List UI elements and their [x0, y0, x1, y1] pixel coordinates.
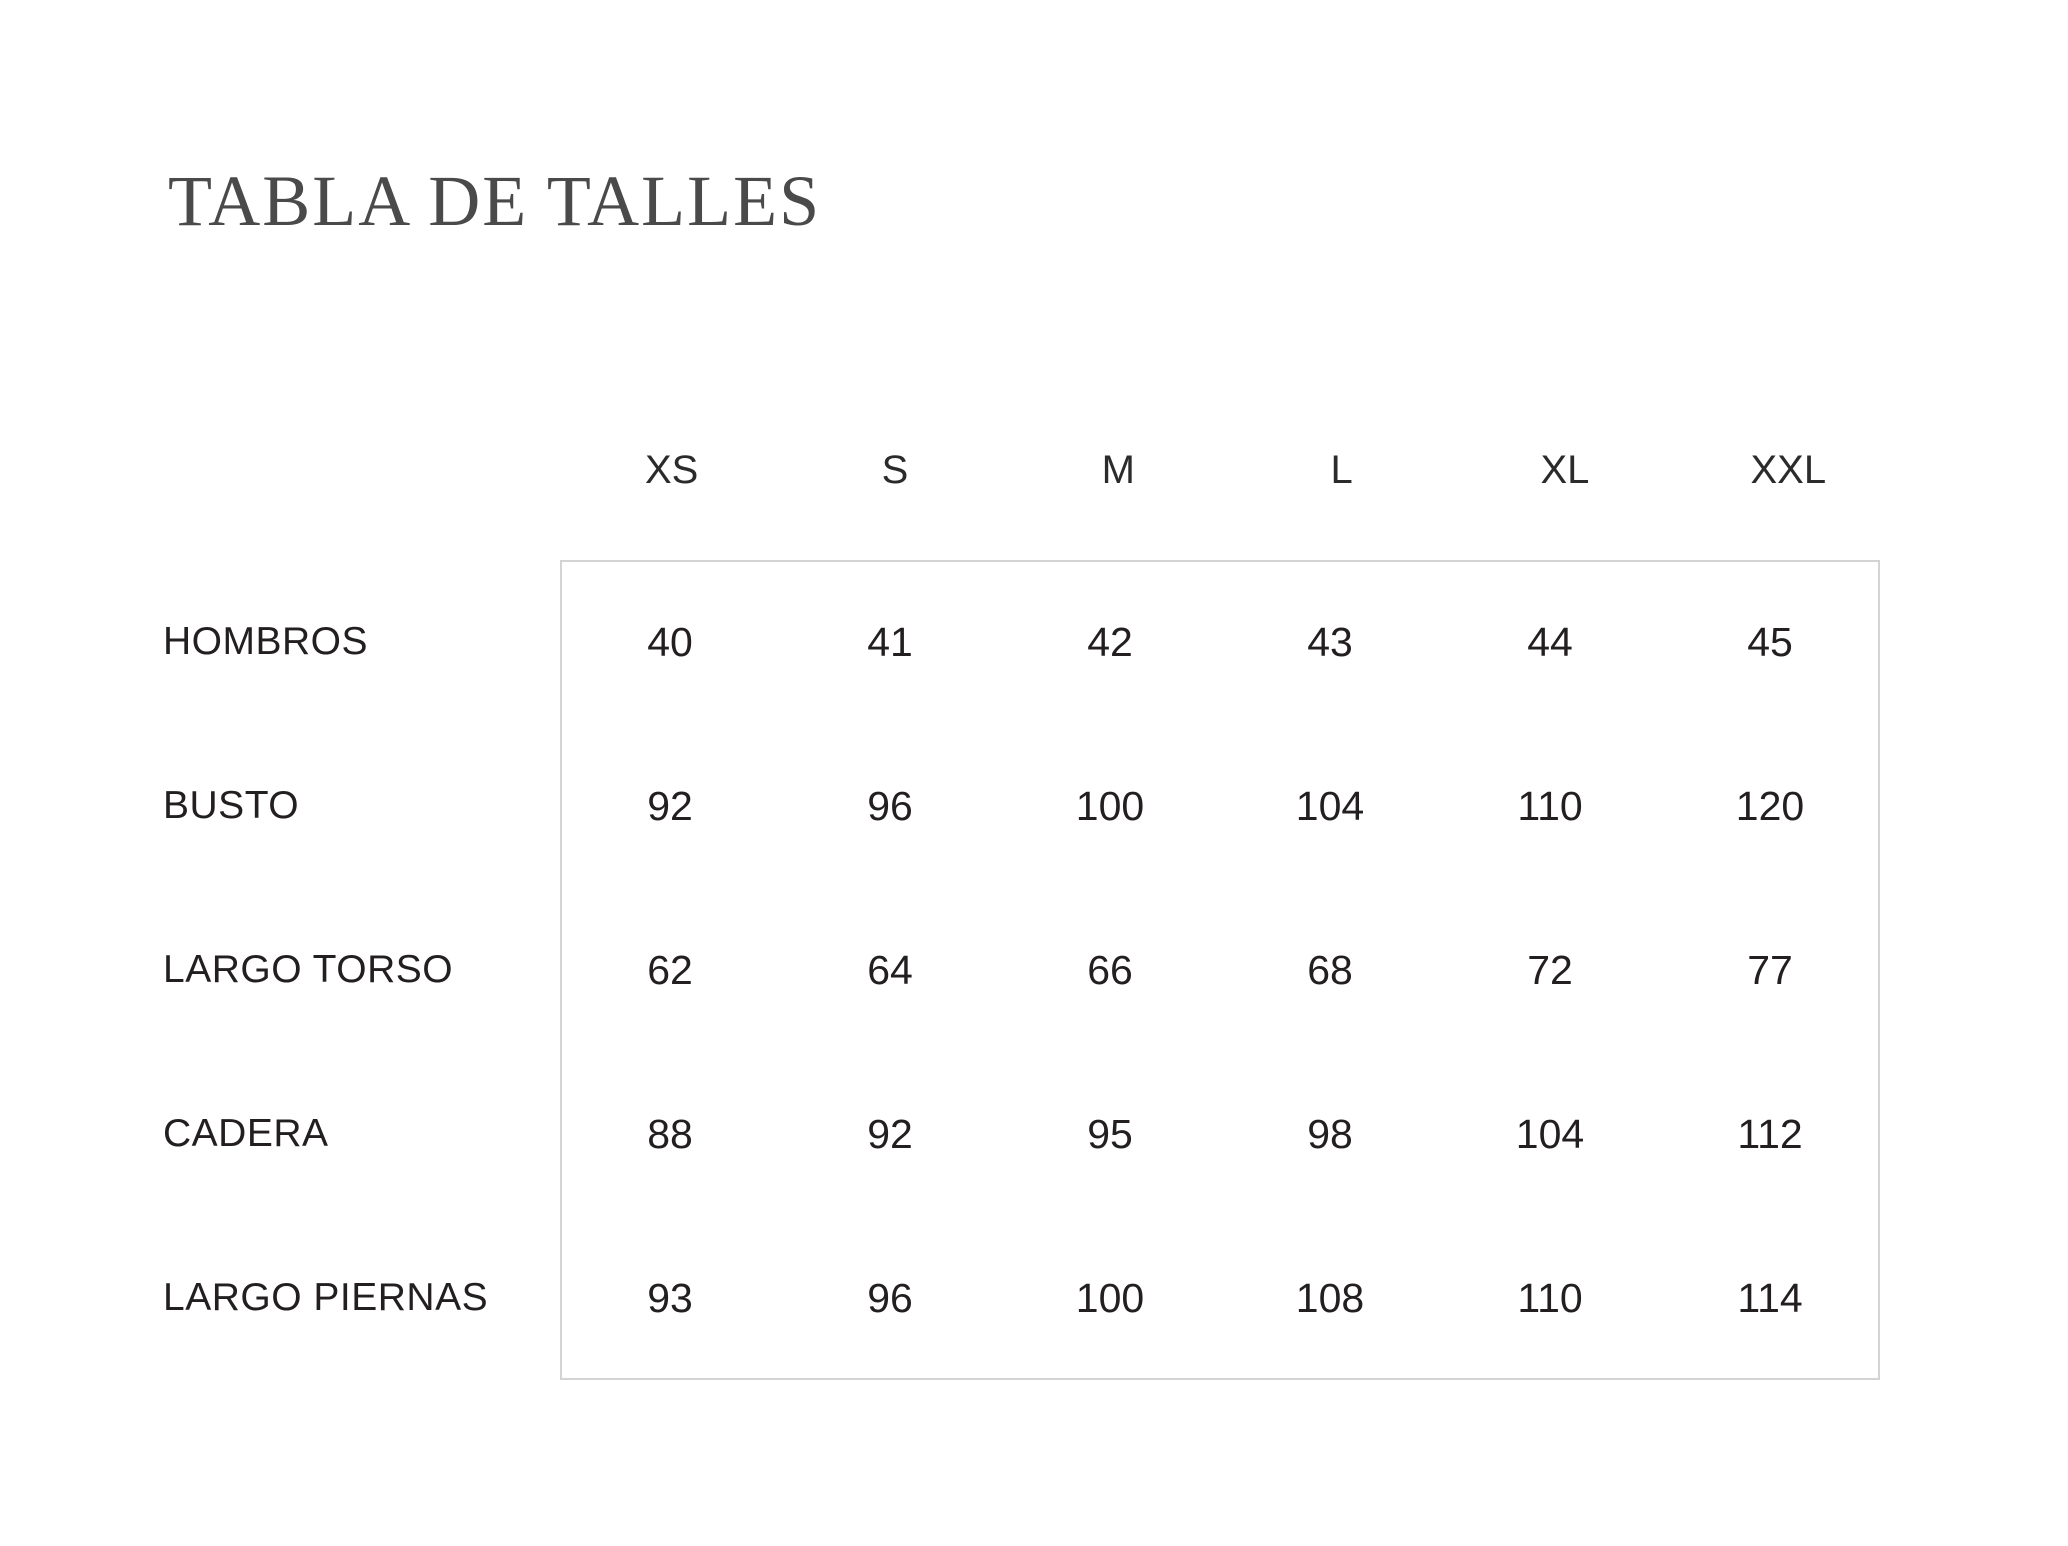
cell-largo-torso-xl: 72: [1527, 946, 1573, 993]
cell-largo-piernas-m: 100: [1075, 1274, 1145, 1321]
size-header-m: M: [1101, 448, 1135, 492]
row-label-busto: BUSTO: [163, 784, 300, 827]
cell-largo-piernas-s: 96: [867, 1274, 913, 1321]
cell-busto-l: 104: [1295, 782, 1365, 829]
size-header-xxl: XXL: [1750, 448, 1827, 492]
cell-cadera-s: 92: [867, 1110, 913, 1157]
cell-cadera-m: 95: [1087, 1110, 1133, 1157]
measurements-grid: [560, 560, 1880, 1380]
row-label-largo-torso: LARGO TORSO: [163, 948, 454, 991]
measurement-labels: [163, 560, 563, 1380]
cell-busto-xs: 92: [647, 782, 693, 829]
size-header-xs: XS: [644, 448, 699, 492]
cell-hombros-l: 43: [1307, 618, 1353, 665]
cell-hombros-xs: 40: [647, 618, 693, 665]
cell-hombros-m: 42: [1087, 618, 1133, 665]
cell-cadera-xl: 104: [1515, 1110, 1585, 1157]
table-row: [560, 724, 1880, 888]
size-header-s: S: [881, 448, 909, 492]
cell-largo-torso-l: 68: [1307, 946, 1353, 993]
cell-busto-xxl: 120: [1735, 782, 1805, 829]
cell-largo-piernas-xl: 110: [1517, 1274, 1583, 1321]
table-row: [560, 1052, 1880, 1216]
table-row: [560, 888, 1880, 1052]
size-header-l: L: [1330, 448, 1353, 492]
cell-largo-piernas-xs: 93: [647, 1274, 693, 1321]
row-label-largo-piernas: LARGO PIERNAS: [163, 1276, 489, 1319]
cell-largo-torso-xxl: 77: [1747, 946, 1793, 993]
table-row: [560, 560, 1880, 724]
cell-hombros-s: 41: [867, 618, 913, 665]
size-header-xl: XL: [1540, 448, 1590, 492]
cell-hombros-xl: 44: [1527, 618, 1573, 665]
cell-largo-piernas-xxl: 114: [1737, 1274, 1803, 1321]
cell-largo-torso-s: 64: [867, 946, 913, 993]
cell-busto-s: 96: [867, 782, 913, 829]
row-label-cadera: CADERA: [163, 1112, 329, 1155]
cell-largo-torso-m: 66: [1087, 946, 1133, 993]
size-header-row: [560, 440, 1900, 500]
row-label-hombros: HOMBROS: [163, 620, 369, 663]
cell-hombros-xxl: 45: [1747, 618, 1793, 665]
page-title: TABLA DE TALLES: [168, 161, 822, 241]
cell-cadera-l: 98: [1307, 1110, 1353, 1157]
cell-largo-torso-xs: 62: [647, 946, 693, 993]
cell-largo-piernas-l: 108: [1295, 1274, 1365, 1321]
cell-busto-m: 100: [1075, 782, 1145, 829]
cell-busto-xl: 110: [1517, 782, 1583, 829]
cell-cadera-xxl: 112: [1737, 1110, 1803, 1157]
cell-cadera-xs: 88: [647, 1110, 693, 1157]
table-row: [560, 1216, 1880, 1380]
